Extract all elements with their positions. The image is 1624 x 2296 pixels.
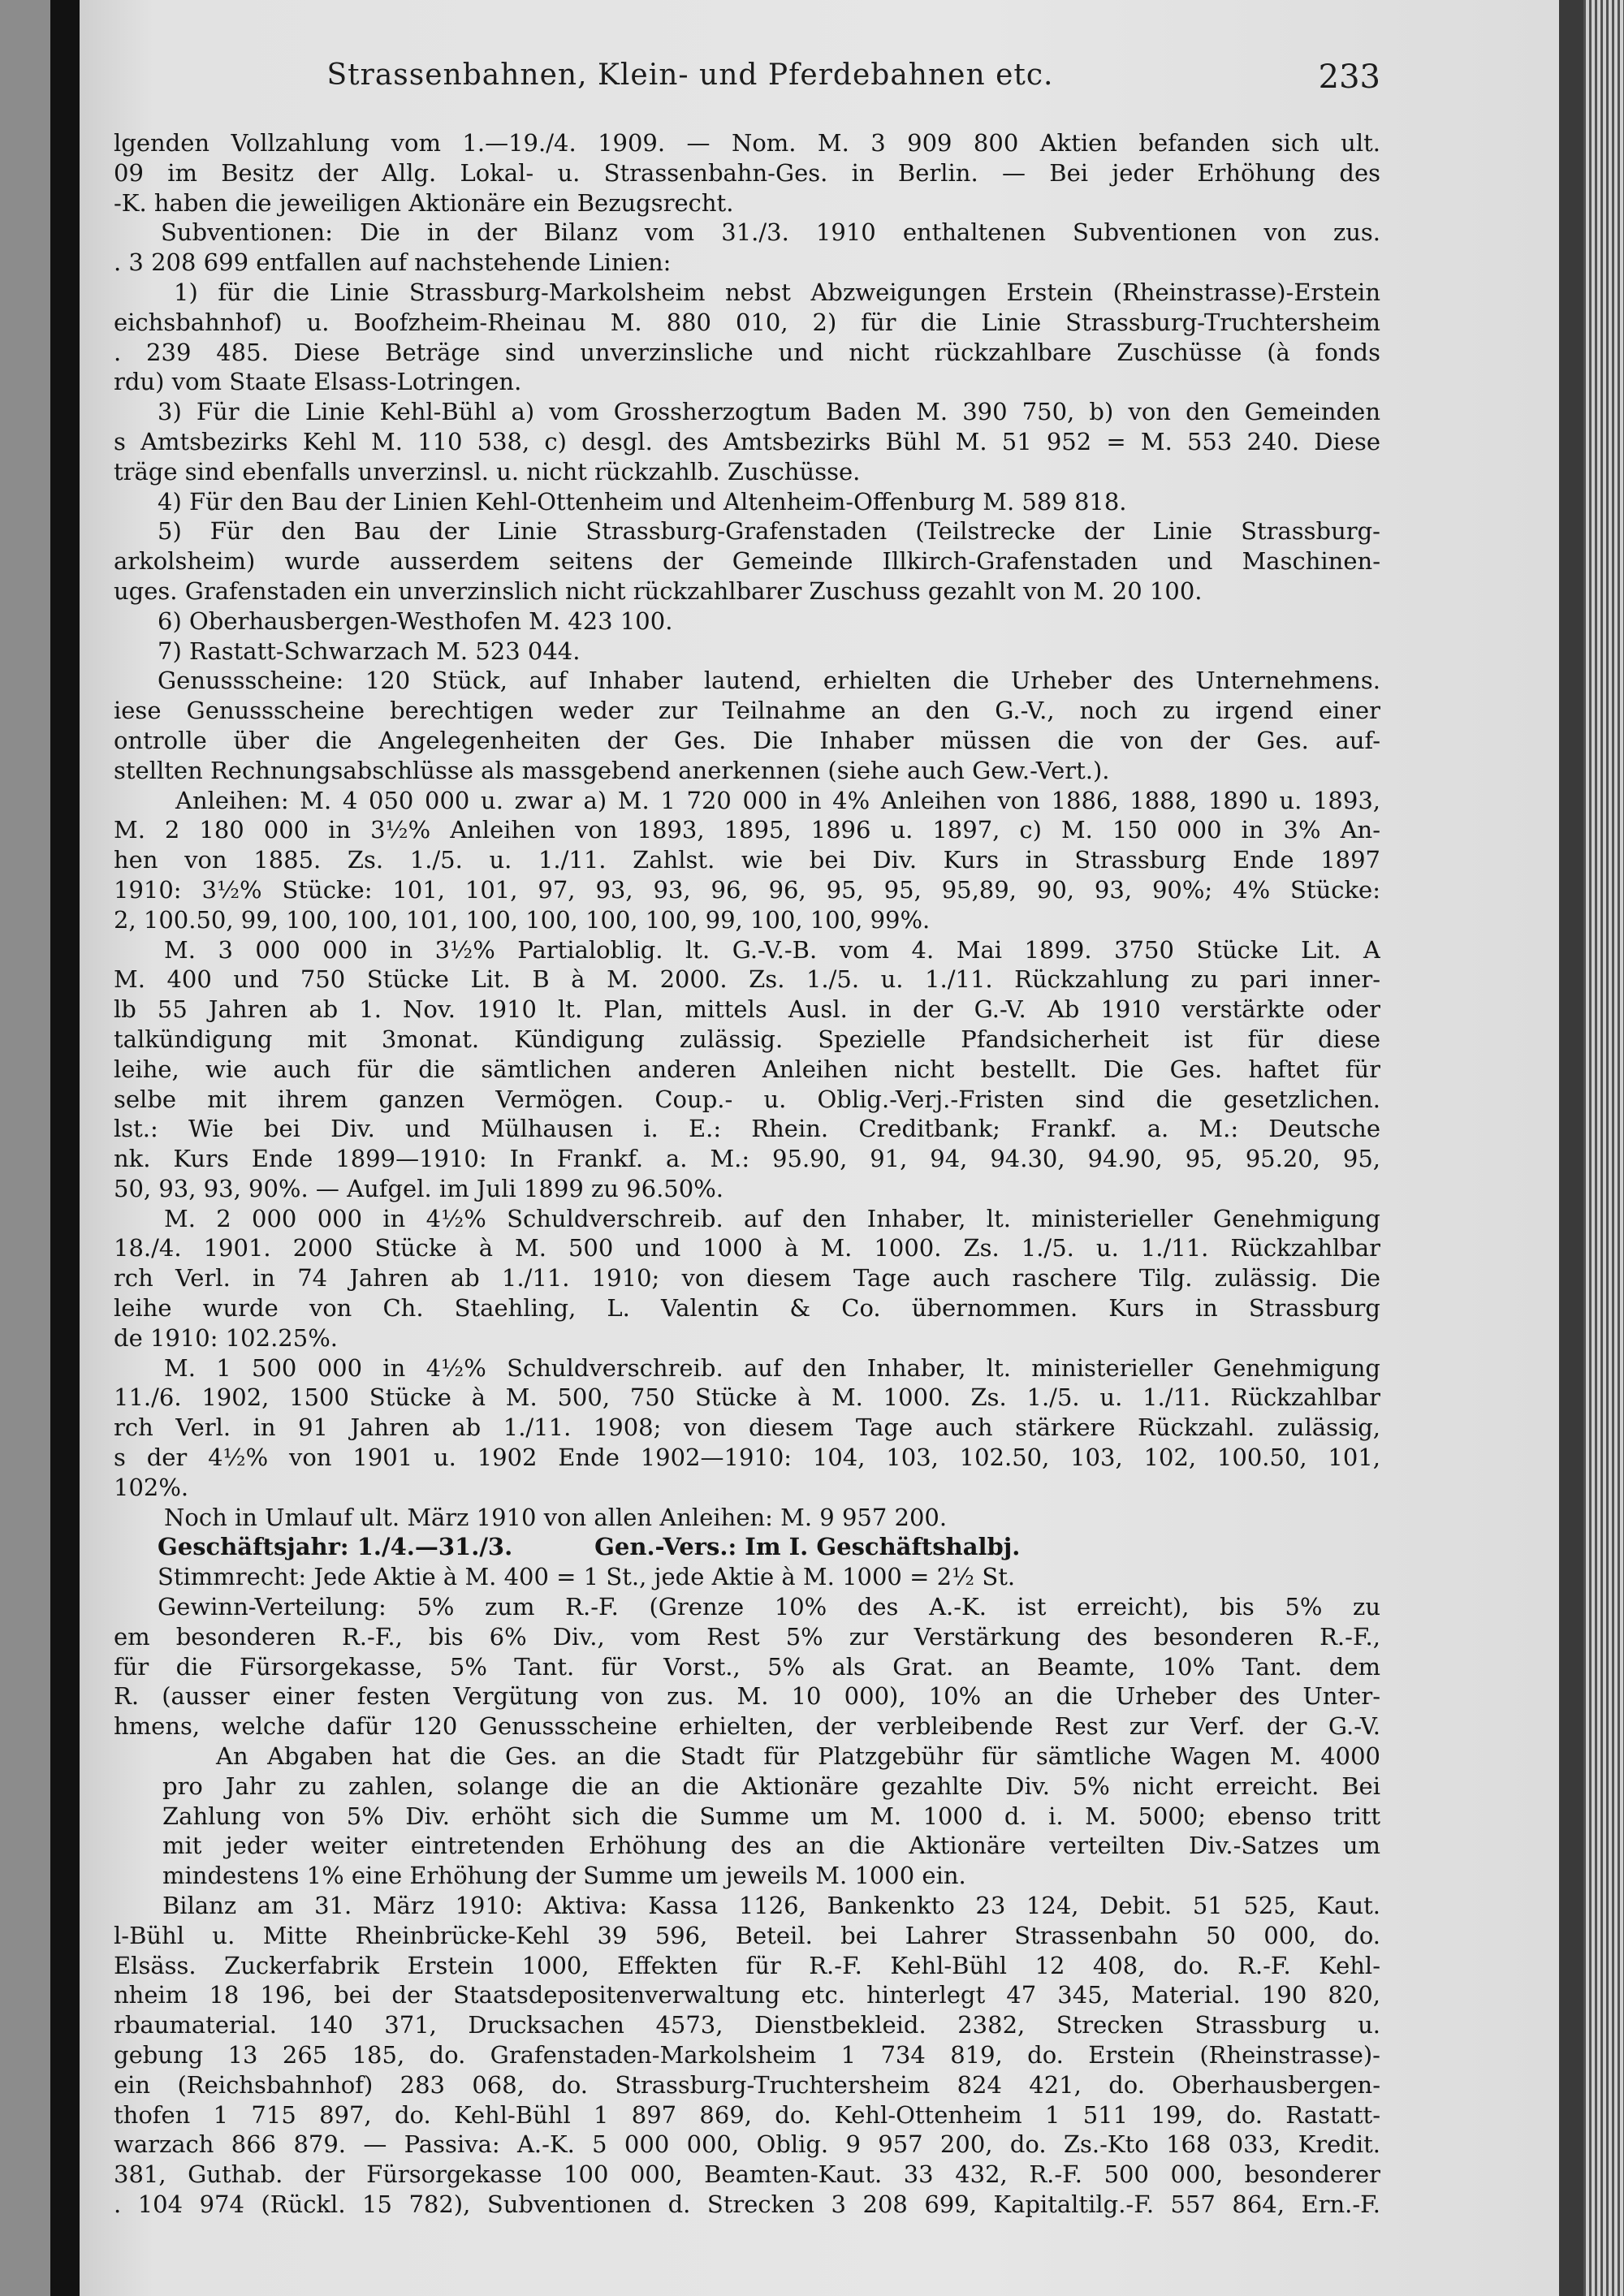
text-line: lst.: Wie bei Div. und Mülhausen i. E.: Rhein. Creditbank; Frankf. a. M.: Deutsche bbox=[114, 1115, 1380, 1143]
text-line: Geschäftsjahr: 1./4.—31./3. Gen.-Vers.: Im I. Geschäftshalbj. bbox=[158, 1533, 1021, 1561]
text-line: stellten Rechnungsabschlüsse als massgebend anerkennen (siehe auch Gew.-Vert.). bbox=[114, 756, 1110, 784]
text-line: 3) Für die Linie Kehl-Bühl a) vom Grossherzogtum Baden M. 390 750, b) von den Gemeinden bbox=[158, 398, 1380, 426]
text-line: rch Verl. in 91 Jahren ab 1./11. 1908; von diesem Tage auch stärkere Rückzahl. zulässig, bbox=[114, 1413, 1380, 1442]
text-line: 6) Oberhausbergen-Westhofen M. 423 100. bbox=[158, 606, 673, 635]
text-line: arkolsheim) wurde ausserdem seitens der Gemeinde Illkirch-Grafenstaden und Maschinen- bbox=[114, 547, 1380, 576]
page-number: 233 bbox=[1318, 58, 1380, 96]
text-line: M. 1 500 000 in 4½% Schuldverschreib. auf den Inhaber, lt. ministerieller Genehmigung bbox=[164, 1353, 1380, 1382]
text-line: . 3 208 699 entfallen auf nachstehende Linien: bbox=[114, 248, 672, 277]
text-line: Subventionen: Die in der Bilanz vom 31./3. 1910 enthaltenen Subventionen von zus. bbox=[161, 218, 1380, 247]
text-line: M. 400 und 750 Stücke Lit. B à M. 2000. Zs. 1./5. u. 1./11. Rückzahlung zu pari inner- bbox=[114, 965, 1380, 994]
text-line: -K. haben die jeweiligen Aktionäre ein Bezugsrecht. bbox=[114, 188, 734, 217]
text-line: 18./4. 1901. 2000 Stücke à M. 500 und 1000 à M. 1000. Zs. 1./5. u. 1./11. Rückzahlbar bbox=[114, 1234, 1380, 1262]
text-line: eichsbahnhof) u. Boofzheim-Rheinau M. 880 010, 2) für die Linie Strassburg-Truchtersheim bbox=[114, 308, 1380, 336]
text-line: 7) Rastatt-Schwarzach M. 523 044. bbox=[158, 637, 581, 665]
text-line: M. 3 000 000 in 3½% Partialoblig. lt. G.-V.-B. vom 4. Mai 1899. 3750 Stücke Lit. A bbox=[164, 935, 1380, 964]
page-text-body bbox=[114, 128, 1380, 2220]
text-line: leihe wurde von Ch. Staehling, L. Valentin & Co. übernommen. Kurs in Strassburg bbox=[114, 1294, 1380, 1323]
text-line: 102%. bbox=[114, 1473, 189, 1501]
text-line: rbaumaterial. 140 371, Drucksachen 4573, Dienstbekleid. 2382, Strecken Strassburg u. bbox=[114, 2011, 1380, 2039]
text-line: träge sind ebenfalls unverzinsl. u. nicht rückzahlb. Zuschüsse. bbox=[114, 457, 861, 486]
text-line: 381, Guthab. der Fürsorgekasse 100 000, Beamten-Kaut. 33 432, R.-F. 500 000, besonderer bbox=[114, 2160, 1380, 2189]
text-line: 5) Für den Bau der Linie Strassburg-Grafenstaden (Teilstrecke der Linie Strassburg- bbox=[158, 517, 1380, 546]
scan-left-edge bbox=[0, 0, 50, 2296]
text-line: lgenden Vollzahlung vom 1.—19./4. 1909. — Nom. M. 3 909 800 Aktien befanden sich ult. bbox=[114, 129, 1380, 157]
text-line: R. (ausser einer festen Vergütung von zus. M. 10 000), 10% an die Urheber des Unter- bbox=[114, 1682, 1380, 1711]
text-line: 50, 93, 93, 90%. — Aufgel. im Juli 1899 zu 96.50%. bbox=[114, 1174, 723, 1202]
text-line: M. 2 180 000 in 3½% Anleihen von 1893, 1895, 1896 u. 1897, c) M. 150 000 in 3% An- bbox=[114, 816, 1380, 844]
text-line: warzach 866 879. — Passiva: A.-K. 5 000 000, Oblig. 9 957 200, do. Zs.-Kto 168 033, Kredit. bbox=[114, 2130, 1380, 2159]
text-line: 11./6. 1902, 1500 Stücke à M. 500, 750 Stücke à M. 1000. Zs. 1./5. u. 1./11. Rückzahlbar bbox=[114, 1383, 1380, 1412]
page-edge-shadow bbox=[1559, 0, 1583, 2296]
text-line: hmens, welche dafür 120 Genussscheine erhielten, der verbleibende Rest zur Verf. der G.-V. bbox=[114, 1712, 1380, 1741]
text-line: de 1910: 102.25%. bbox=[114, 1323, 338, 1352]
text-line: Noch in Umlauf ult. März 1910 von allen Anleihen: M. 9 957 200. bbox=[164, 1503, 948, 1531]
book-spine-shadow bbox=[50, 0, 80, 2296]
text-line: em besonderen R.-F., bis 6% Div., vom Rest 5% zur Verstärkung des besonderen R.-F., bbox=[114, 1622, 1380, 1651]
text-line: gebung 13 265 185, do. Grafenstaden-Markolsheim 1 734 819, do. Erstein (Rheinstrasse)- bbox=[114, 2041, 1380, 2069]
text-line: Stimmrecht: Jede Aktie à M. 400 = 1 St., jede Aktie à M. 1000 = 2½ St. bbox=[158, 1563, 1016, 1591]
text-line: l-Bühl u. Mitte Rheinbrücke-Kehl 39 596, Beteil. bei Lahrer Strassenbahn 50 000, do. bbox=[114, 1921, 1380, 1949]
text-line: Zahlung von 5% Div. erhöht sich die Summe um M. 1000 d. i. M. 5000; ebenso tritt bbox=[162, 1802, 1380, 1830]
text-line: 1910: 3½% Stücke: 101, 101, 97, 93, 93, 96, 96, 95, 95, 95,89, 90, 93, 90%; 4% Stücke: bbox=[114, 875, 1380, 904]
text-line: Gewinn-Verteilung: 5% zum R.-F. (Grenze 10% des A.-K. ist erreicht), bis 5% zu bbox=[158, 1593, 1380, 1621]
text-line: An Abgaben hat die Ges. an die Stadt für Platzgebühr für sämtliche Wagen M. 4000 bbox=[216, 1742, 1380, 1771]
text-line: rdu) vom Staate Elsass-Lotringen. bbox=[114, 368, 522, 396]
text-line: 09 im Besitz der Allg. Lokal- u. Strassenbahn-Ges. in Berlin. — Bei jeder Erhöhung des bbox=[114, 158, 1380, 187]
text-line: thofen 1 715 897, do. Kehl-Bühl 1 897 869, do. Kehl-Ottenheim 1 511 199, do. Rastatt- bbox=[114, 2100, 1380, 2129]
text-line: talkündigung mit 3monat. Kündigung zulässig. Spezielle Pfandsicherheit ist für diese bbox=[114, 1025, 1380, 1053]
text-line: pro Jahr zu zahlen, solange die an die Aktionäre gezahlte Div. 5% nicht erreicht. Bei bbox=[162, 1772, 1380, 1800]
text-line: M. 2 000 000 in 4½% Schuldverschreib. auf den Inhaber, lt. ministerieller Genehmigung bbox=[164, 1204, 1380, 1232]
text-line: uges. Grafenstaden ein unverzinslich nicht rückzahlbarer Zuschuss gezahlt von M. 20 100. bbox=[114, 576, 1203, 605]
text-line: selbe mit ihrem ganzen Vermögen. Coup.- u. Oblig.-Verj.-Fristen sind die gesetzlichen. bbox=[114, 1085, 1380, 1113]
text-line: 2, 100.50, 99, 100, 100, 101, 100, 100, 100, 100, 99, 100, 100, 99%. bbox=[114, 905, 931, 934]
text-line: mindestens 1% eine Erhöhung der Summe um jeweils M. 1000 ein. bbox=[162, 1862, 966, 1890]
text-line: iese Genussscheine berechtigen weder zur Teilnahme an den G.-V., noch zu irgend einer bbox=[114, 697, 1380, 725]
text-line: rch Verl. in 74 Jahren ab 1./11. 1910; von diesem Tage auch raschere Tilg. zulässig. Die bbox=[114, 1264, 1380, 1293]
text-line: hen von 1885. Zs. 1./5. u. 1./11. Zahlst. wie bei Div. Kurs in Strassburg Ende 1897 bbox=[114, 846, 1380, 874]
text-line: Elsäss. Zuckerfabrik Erstein 1000, Effekten für R.-F. Kehl-Bühl 12 408, do. R.-F. Kehl- bbox=[114, 1951, 1380, 1979]
text-line: leihe, wie auch für die sämtlichen anderen Anleihen nicht bestellt. Die Ges. haftet für bbox=[114, 1055, 1380, 1083]
text-line: s Amtsbezirks Kehl M. 110 538, c) desgl. des Amtsbezirks Bühl M. 51 952 = M. 553 240. Diese bbox=[114, 427, 1380, 455]
text-line: nheim 18 196, bei der Staatsdepositenverwaltung etc. hinterlegt 47 345, Material. 190 820, bbox=[114, 1981, 1380, 2009]
text-line: lb 55 Jahren ab 1. Nov. 1910 lt. Plan, mittels Ausl. in der G.-V. Ab 1910 verstärkte oder bbox=[114, 995, 1380, 1024]
text-line: nk. Kurs Ende 1899—1910: In Frankf. a. M.: 95.90, 91, 94, 94.30, 94.90, 95, 95.20, 95, bbox=[114, 1145, 1380, 1173]
text-line: Genussscheine: 120 Stück, auf Inhaber lautend, erhielten die Urheber des Unternehmens. bbox=[158, 667, 1380, 695]
text-line: Bilanz am 31. März 1910: Aktiva: Kassa 1126, Bankenkto 23 124, Debit. 51 525, Kaut. bbox=[162, 1892, 1380, 1920]
text-line: ontrolle über die Angelegenheiten der Ges. Die Inhaber müssen die von der Ges. auf- bbox=[114, 726, 1380, 754]
text-line: mit jeder weiter eintretenden Erhöhung des an die Aktionäre verteilten Div.-Satzes um bbox=[162, 1832, 1380, 1860]
text-line: s der 4½% von 1901 u. 1902 Ende 1902—1910: 104, 103, 102.50, 103, 102, 100.50, 101, bbox=[114, 1444, 1380, 1472]
text-line: 1) für die Linie Strassburg-Markolsheim nebst Abzweigungen Erstein (Rheinstrasse)-Erstein bbox=[174, 278, 1380, 306]
text-line: Anleihen: M. 4 050 000 u. zwar a) M. 1 720 000 in 4% Anleihen von 1886, 1888, 1890 u. 1893, bbox=[175, 786, 1380, 814]
page-stack-edges bbox=[1583, 0, 1624, 2296]
text-line: 4) Für den Bau der Linien Kehl-Ottenheim und Altenheim-Offenburg M. 589 818. bbox=[158, 487, 1127, 516]
text-line: . 104 974 (Rückl. 15 782), Subventionen d. Strecken 3 208 699, Kapitaltilg.-F. 557 864, Ern.-F. bbox=[114, 2190, 1380, 2218]
text-line: . 239 485. Diese Beträge sind unverzinsliche und nicht rückzahlbare Zuschüsse (à fonds bbox=[114, 338, 1380, 366]
running-header: Strassenbahnen, Klein- und Pferdebahnen etc. bbox=[326, 58, 1054, 92]
text-line: für die Fürsorgekasse, 5% Tant. für Vorst., 5% als Grat. an Beamte, 10% Tant. dem bbox=[114, 1652, 1380, 1681]
text-line: ein (Reichsbahnhof) 283 068, do. Strassburg-Truchtersheim 824 421, do. Oberhausbergen- bbox=[114, 2070, 1380, 2099]
